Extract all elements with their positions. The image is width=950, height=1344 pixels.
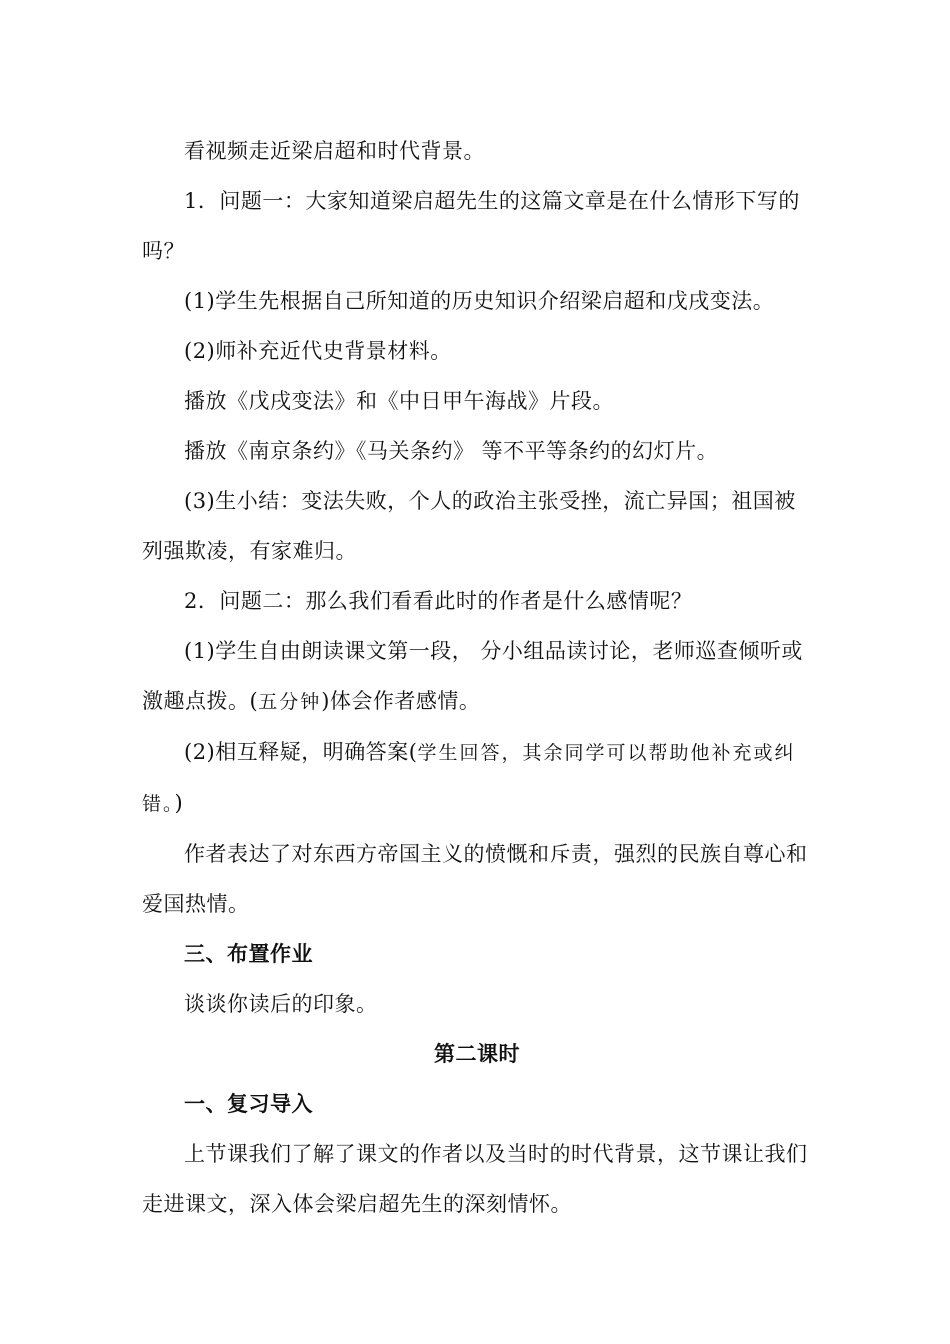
paragraph-step-1: (1)学生先根据自己所知道的历史知识介绍梁启超和戊戌变法。 bbox=[184, 289, 775, 313]
answers-text-a: (2)相互释疑，明确答案( bbox=[184, 740, 418, 764]
paragraph-homework: 谈谈你读后的印象。 bbox=[184, 992, 378, 1016]
reading-text-c: )体会作者感情。 bbox=[321, 689, 481, 713]
answers-note: 学生回答，其余同学可以帮助他补充或纠错。 bbox=[142, 742, 796, 815]
paragraph-author-emotion: 作者表达了对东西方帝国主义的愤慨和斥责，强烈的民族自尊心和爱国热情。 bbox=[142, 842, 808, 916]
answers-text-c: ) bbox=[174, 791, 184, 815]
paragraph-play-1: 播放《戊戌变法》和《中日甲午海战》片段。 bbox=[184, 389, 614, 413]
heading-review: 一、复习导入 bbox=[184, 1092, 313, 1116]
paragraph-reading bbox=[142, 626, 812, 727]
paragraph-review: 上节课我们了解了课文的作者以及当时的时代背景，这节课让我们走进课文，深入体会梁启超先生的深刻情怀。 bbox=[142, 1142, 808, 1216]
reading-text-a: (1)学生自由朗读课文第一段， 分小组品读讨论，老师巡查倾听或激趣点拨。( bbox=[142, 639, 803, 713]
lesson-two-title: 第二课时 bbox=[434, 1042, 520, 1066]
paragraph-step-2: (2)师补充近代史背景材料。 bbox=[184, 339, 452, 363]
paragraph-question-one: 1．问题一：大家知道梁启超先生的这篇文章是在什么情形下写的吗？ bbox=[142, 189, 800, 263]
paragraph-play-2: 播放《南京条约》《马关条约》 等不平等条约的幻灯片。 bbox=[184, 439, 719, 463]
paragraph-question-two: 2．问题二：那么我们看看此时的作者是什么感情呢？ bbox=[184, 589, 693, 613]
paragraph-answers bbox=[142, 727, 812, 829]
paragraph-summary: (3)生小结：变法失败，个人的政治主张受挫，流亡异国；祖国被列强欺凌，有家难归。 bbox=[142, 489, 796, 563]
document-page bbox=[142, 126, 812, 1229]
paragraph-video: 看视频走近梁启超和时代背景。 bbox=[184, 139, 485, 163]
reading-time-note: 五分钟 bbox=[258, 691, 322, 713]
heading-homework: 三、布置作业 bbox=[184, 942, 313, 966]
